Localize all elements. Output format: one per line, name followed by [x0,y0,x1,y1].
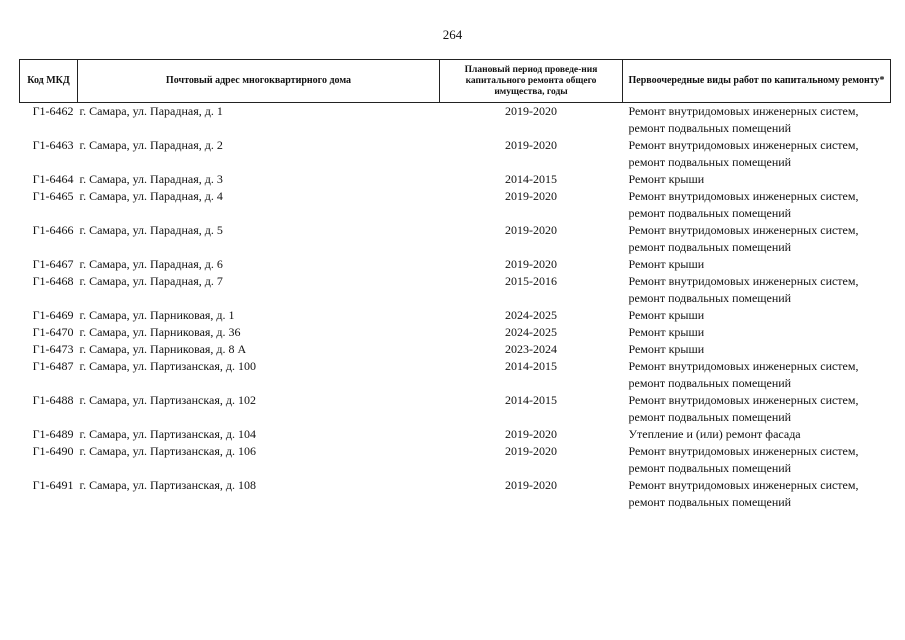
row-period: 2024-2025 [505,325,557,339]
row-address: г. Самара, ул. Парадная, д. 2 [79,138,223,152]
row-address: г. Самара, ул. Парадная, д. 4 [79,189,223,203]
row-code: Г1-6470 [32,325,74,339]
table-header [20,60,891,103]
row-period: 2019-2020 [505,427,557,441]
row-works [623,188,891,222]
work-item: ремонт подвальных помещений [628,155,792,169]
work-item: Ремонт крыши [628,325,705,339]
row-address: г. Самара, ул. Парадная, д. 7 [79,274,223,288]
work-item: Ремонт крыши [628,257,705,271]
row-works [623,443,891,477]
page-number: 264 [442,27,463,42]
row-period: 2023-2024 [505,342,557,356]
work-item: Ремонт внутридомовых инженерных систем, [628,444,859,458]
row-address: г. Самара, ул. Партизанская, д. 108 [79,478,256,492]
table-row [20,188,891,222]
work-item: ремонт подвальных помещений [628,461,792,475]
work-item: Ремонт внутридомовых инженерных систем, [628,359,859,373]
table-row [20,307,891,324]
row-works [623,256,891,273]
table-body [20,103,891,512]
header-address: Почтовый адрес многоквартирного дома [78,60,440,103]
row-code: Г1-6487 [32,359,74,373]
row-code: Г1-6466 [32,223,74,237]
row-works [623,341,891,358]
table-row [20,137,891,171]
row-period: 2015-2016 [505,274,557,288]
work-item: ремонт подвальных помещений [628,410,792,424]
row-code: Г1-6469 [32,308,74,322]
work-item: ремонт подвальных помещений [628,121,792,135]
work-item: ремонт подвальных помещений [628,291,792,305]
work-item: Ремонт крыши [628,342,705,356]
row-address: г. Самара, ул. Партизанская, д. 106 [79,444,256,458]
table-row [20,273,891,307]
row-period: 2019-2020 [505,138,557,152]
row-code: Г1-6473 [32,342,74,356]
row-code: Г1-6464 [32,172,74,186]
table-row [20,103,891,138]
row-works [623,171,891,188]
table-row [20,392,891,426]
header-works: Первоочередные виды работ по капитальному ремонту* [623,60,891,103]
row-period: 2014-2015 [505,393,557,407]
row-works [623,477,891,511]
table-row [20,324,891,341]
repair-register-table [19,59,891,511]
table-row [20,477,891,511]
row-works [623,103,891,138]
row-code: Г1-6463 [32,138,74,152]
work-item: Утепление и (или) ремонт фасада [628,427,801,441]
work-item: Ремонт внутридомовых инженерных систем, [628,393,859,407]
header-period: Плановый период проведе-ния капитального ремонта общего имущества, годы [440,60,623,103]
row-address: г. Самара, ул. Парниковая, д. 36 [79,325,241,339]
row-address: г. Самара, ул. Парадная, д. 3 [79,172,223,186]
row-code: Г1-6488 [32,393,74,407]
row-code: Г1-6467 [32,257,74,271]
row-code: Г1-6468 [32,274,74,288]
row-address: г. Самара, ул. Парниковая, д. 1 [79,308,235,322]
work-item: ремонт подвальных помещений [628,495,792,509]
row-address: г. Самара, ул. Партизанская, д. 102 [79,393,256,407]
row-works [623,392,891,426]
row-period: 2019-2020 [505,444,557,458]
row-works [623,426,891,443]
row-works [623,222,891,256]
row-period: 2019-2020 [505,223,557,237]
work-item: Ремонт внутридомовых инженерных систем, [628,138,859,152]
row-works [623,324,891,341]
row-code: Г1-6490 [32,444,74,458]
table-row [20,443,891,477]
work-item: Ремонт внутридомовых инженерных систем, [628,104,859,118]
table-row [20,171,891,188]
table-row [20,341,891,358]
row-works [623,137,891,171]
row-period: 2019-2020 [505,257,557,271]
row-period: 2014-2015 [505,359,557,373]
table-row [20,426,891,443]
row-works [623,273,891,307]
row-period: 2014-2015 [505,172,557,186]
work-item: ремонт подвальных помещений [628,206,792,220]
header-code: Код МКД [20,60,78,103]
row-address: г. Самара, ул. Парадная, д. 6 [79,257,223,271]
row-code: Г1-6465 [32,189,74,203]
work-item: ремонт подвальных помещений [628,376,792,390]
work-item: Ремонт крыши [628,172,705,186]
table-row [20,222,891,256]
row-address: г. Самара, ул. Парадная, д. 5 [79,223,223,237]
work-item: Ремонт внутридомовых инженерных систем, [628,189,859,203]
work-item: Ремонт внутридомовых инженерных систем, [628,274,859,288]
row-code: Г1-6491 [32,478,74,492]
work-item: Ремонт крыши [628,308,705,322]
work-item: ремонт подвальных помещений [628,240,792,254]
row-address: г. Самара, ул. Партизанская, д. 100 [79,359,256,373]
table-row [20,358,891,392]
row-works [623,307,891,324]
table-row [20,256,891,273]
row-address: г. Самара, ул. Партизанская, д. 104 [79,427,256,441]
row-code: Г1-6489 [32,427,74,441]
row-period: 2019-2020 [505,189,557,203]
work-item: Ремонт внутридомовых инженерных систем, [628,223,859,237]
row-period: 2019-2020 [505,478,557,492]
row-works [623,358,891,392]
row-address: г. Самара, ул. Парадная, д. 1 [79,104,223,118]
row-period: 2019-2020 [505,104,557,118]
work-item: Ремонт внутридомовых инженерных систем, [628,478,859,492]
row-address: г. Самара, ул. Парниковая, д. 8 А [79,342,247,356]
row-period: 2024-2025 [505,308,557,322]
row-code: Г1-6462 [32,104,74,118]
